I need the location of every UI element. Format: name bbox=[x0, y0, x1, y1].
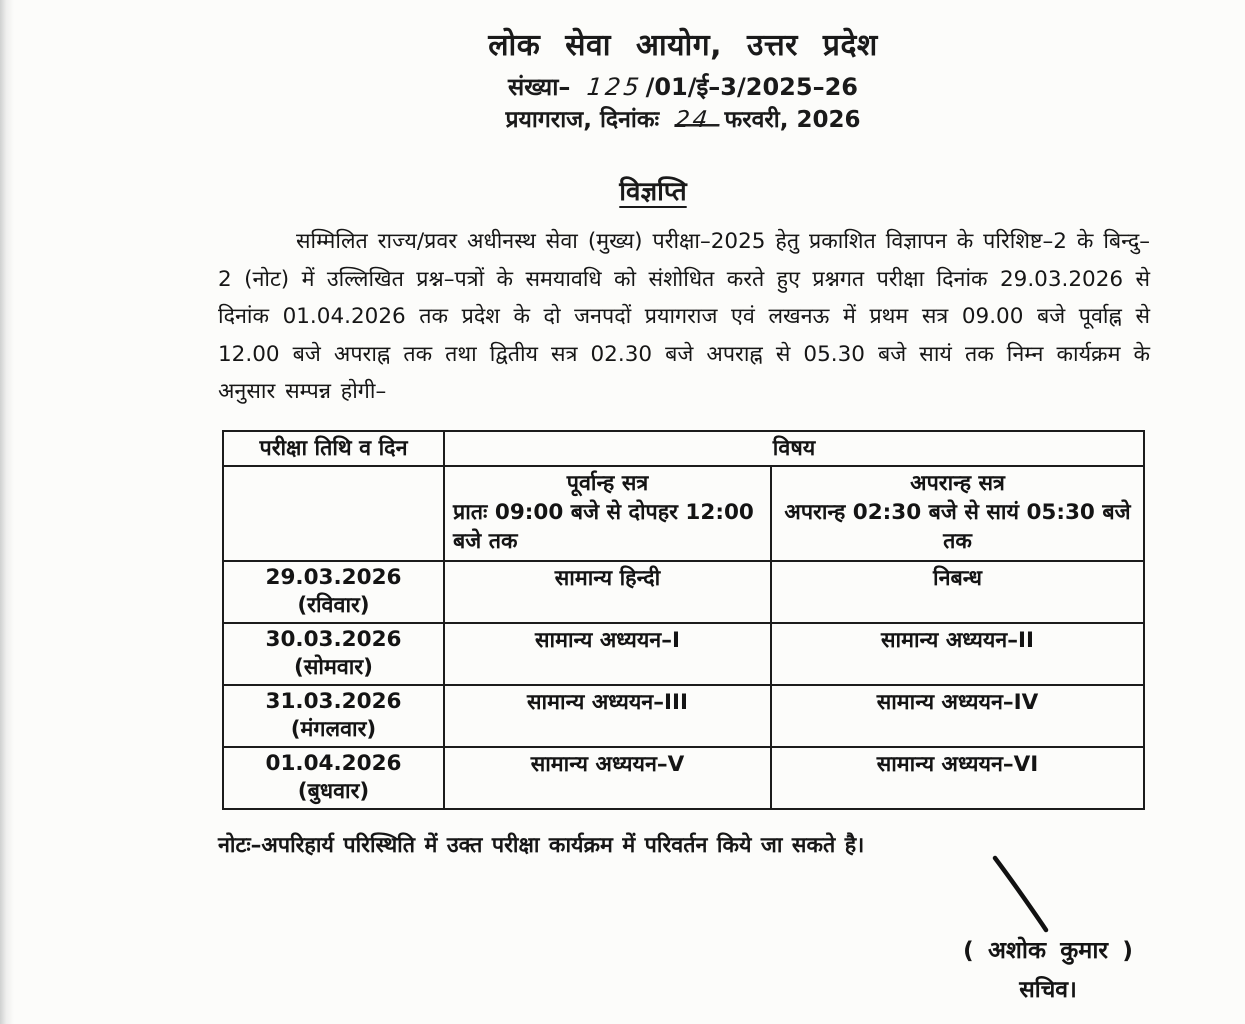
reference-number-line bbox=[218, 70, 1148, 104]
exam-date: 29.03.2026 bbox=[265, 565, 402, 590]
exam-date-cell bbox=[223, 685, 444, 747]
morning-subject: सामान्य अध्ययन–III bbox=[444, 685, 771, 747]
morning-session-title: पूर्वान्ह सत्र bbox=[566, 471, 649, 496]
signature-pen-stroke bbox=[988, 852, 1054, 938]
morning-subject: सामान्य अध्ययन–V bbox=[444, 747, 771, 809]
signatory-designation: सचिव। bbox=[1019, 977, 1077, 1003]
exam-day: (रविवार) bbox=[297, 593, 370, 618]
exam-date-cell bbox=[223, 561, 444, 623]
exam-date-cell bbox=[223, 623, 444, 685]
afternoon-subject: सामान्य अध्ययन–VI bbox=[771, 747, 1144, 809]
reference-handwritten-number: 125 bbox=[585, 73, 644, 101]
afternoon-session-time: अपरान्ह 02:30 बजे से सायं 05:30 बजे तक bbox=[784, 500, 1131, 554]
exam-schedule-table bbox=[222, 430, 1145, 810]
table-row bbox=[223, 561, 1144, 623]
table-row bbox=[223, 623, 1144, 685]
header-subject: विषय bbox=[444, 431, 1144, 466]
exam-date: 30.03.2026 bbox=[265, 627, 402, 652]
afternoon-subject: सामान्य अध्ययन–II bbox=[771, 623, 1144, 685]
morning-subject: सामान्य हिन्दी bbox=[444, 561, 771, 623]
place-date-line bbox=[218, 104, 1148, 136]
signature-block bbox=[940, 934, 1156, 1006]
afternoon-session-title: अपरान्ह सत्र bbox=[910, 471, 1005, 496]
exam-date: 01.04.2026 bbox=[265, 751, 402, 776]
header-empty-cell bbox=[223, 466, 444, 561]
table-header-row bbox=[223, 431, 1144, 466]
table-row bbox=[223, 747, 1144, 809]
organization-title: लोक सेवा आयोग, उत्तर प्रदेश bbox=[488, 28, 878, 63]
place-date-rest: फरवरी, 2026 bbox=[724, 107, 861, 133]
exam-date-cell bbox=[223, 747, 444, 809]
body-paragraph: सम्मिलित राज्य/प्रवर अधीनस्थ सेवा (मुख्य) परीक्षा–2025 हेतु प्रकाशित विज्ञापन के परिशिष्ट–2 के बिन्दु–2 (नोट) में उल्लिखित प्रश्न–पत्रों के समयावधि को संशोधित करते हुए प्रश्नगत परीक्षा दिनांक 29.03.2026 से दिनांक 01.04.2026 तक प्रदेश के दो जनपदों प्रयागराज एवं लखनऊ में प्रथम सत्र 09.00 बजे पूर्वाह्न से 12.00 बजे अपराह्न तक तथा द्वितीय सत्र 02.30 बजे अपराह्न से 05.30 बजे सायं तक निम्न कार्यक्रम के अनुसार सम्पन्न होगी– bbox=[218, 229, 1150, 404]
afternoon-subject: निबन्ध bbox=[771, 561, 1144, 623]
handwritten-day: 24 bbox=[674, 104, 723, 136]
afternoon-subject: सामान्य अध्ययन–IV bbox=[771, 685, 1144, 747]
signatory-name: ( अशोक कुमार ) bbox=[963, 936, 1133, 964]
notice-heading: विज्ञप्ति bbox=[619, 177, 687, 207]
notice-heading-wrap bbox=[218, 172, 1088, 208]
header-morning-session bbox=[444, 466, 771, 561]
morning-session-time: प्रातः 09:00 बजे से दोपहर 12:00 बजे तक bbox=[453, 500, 754, 554]
header-exam-date-day: परीक्षा तिथि व दिन bbox=[223, 431, 444, 466]
morning-subject: सामान्य अध्ययन–I bbox=[444, 623, 771, 685]
reference-prefix: संख्या– bbox=[508, 73, 571, 101]
exam-day: (सोमवार) bbox=[294, 655, 373, 680]
header-afternoon-session bbox=[771, 466, 1144, 561]
table-session-header-row bbox=[223, 466, 1144, 561]
reference-rest: /01/ई–3/2025–26 bbox=[645, 73, 858, 101]
scan-edge-shadow bbox=[0, 0, 14, 1024]
place-date-prefix: प्रयागराज, दिनांकः bbox=[505, 107, 660, 133]
exam-day: (बुधवार) bbox=[297, 779, 370, 804]
note-line: नोटः–अपरिहार्य परिस्थिति में उक्त परीक्षा कार्यक्रम में परिवर्तन किये जा सकते है। bbox=[218, 833, 865, 858]
exam-day: (मंगलवार) bbox=[290, 717, 377, 742]
document-header bbox=[218, 26, 1148, 136]
exam-date: 31.03.2026 bbox=[265, 689, 402, 714]
table-row bbox=[223, 685, 1144, 747]
